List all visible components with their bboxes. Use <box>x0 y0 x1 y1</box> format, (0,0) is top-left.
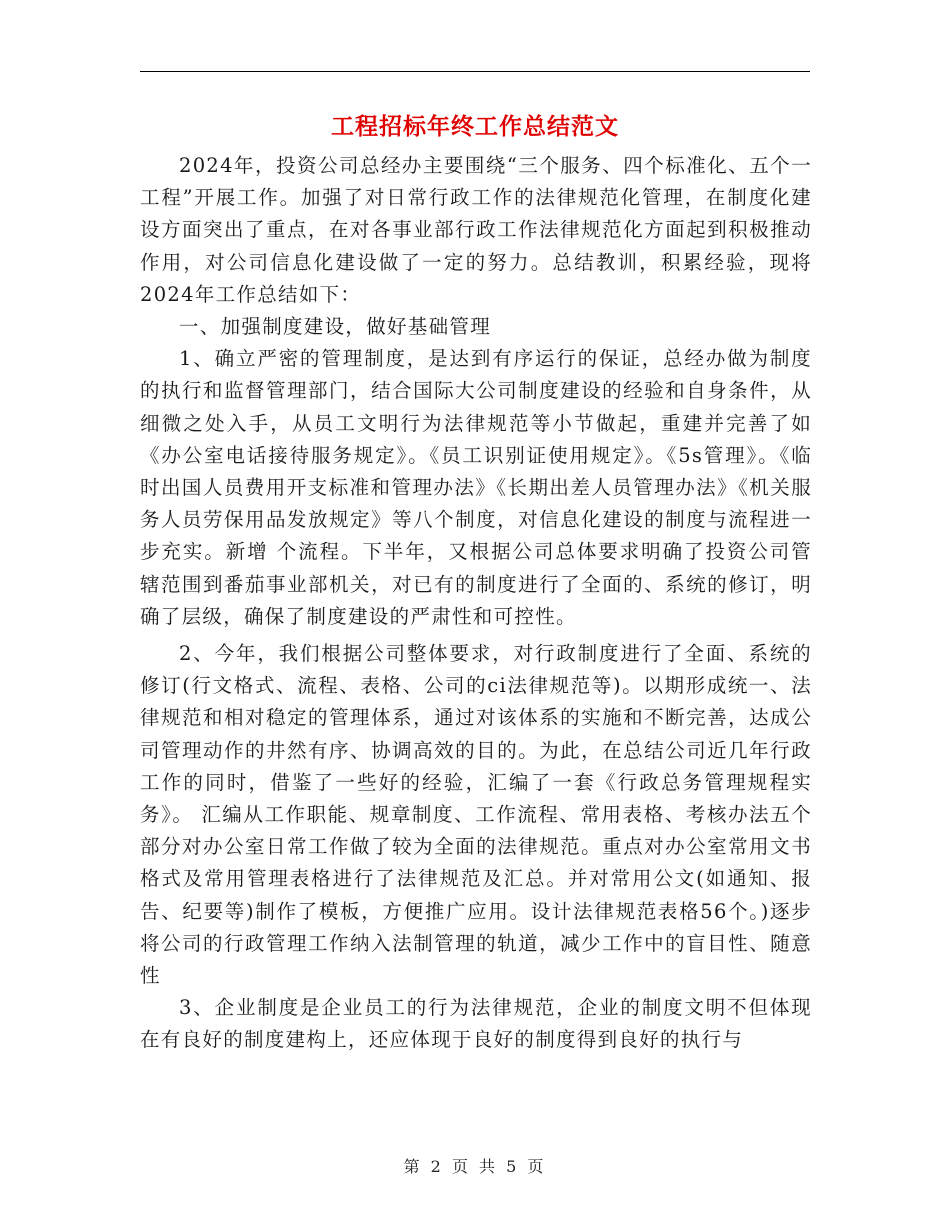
paragraph-intro: 2024年，投资公司总经办主要围绕“三个服务、四个标准化、五个一工程”开展工作。加强了对日常行政工作的法律规范化管理，在制度化建设方面突出了重点，在对各事业部行政工作法律规范化方面起到积极推动作用，对公司信息化建设做了一定的努力。总结教训，积累经验，现将2024年工作总结如下： <box>140 154 812 306</box>
document-body <box>140 150 812 1057</box>
paragraph-item-2: 2、今年，我们根据公司整体要求，对行政制度进行了全面、系统的修订(行文格式、流程、表格、公司的ci法律规范等)。以期形成统一、法律规范和相对稳定的管理体系，通过对该体系的实施和不断完善，达成公司管理动作的井然有序、协调高效的目的。为此，在总结公司近几年行政工作的同时，借鉴了一些好的经验，汇编了一套《行政总务管理规程实务》。 汇编从工作职能、规章制度、工作流程、常用表格、考核办法五个部分对办公室日常工作做了较为全面的法律规范。重点对办公室常用文书格式及常用管理表格进行了法律规范及汇总。并对常用公文(如通知、报告、纪要等)制作了模板，方便推广应用。设计法律规范表格56个。)逐步将公司的行政管理工作纳入法制管理的轨道，减少工作中的盲目性、随意性 <box>140 642 812 988</box>
page-number: 第 2 页 共 5 页 <box>403 1157 547 1176</box>
section-heading: 一、加强制度建设，做好基础管理 <box>179 315 492 339</box>
header-rule <box>140 71 810 72</box>
paragraph-item-3: 3、企业制度是企业员工的行为法律规范，企业的制度文明不但体现在有良好的制度建构上，还应体现于良好的制度得到良好的执行与 <box>140 996 812 1052</box>
paragraph-item-1: 1、确立严密的管理制度，是达到有序运行的保证，总经办做为制度的执行和监督管理部门，结合国际大公司制度建设的经验和自身条件，从细微之处入手，从员工文明行为法律规范等小节做起，重建并完善了如《办公室电话接待服务规定》。《员工识别证使用规定》。《5s管理》。《临时出国人员费用开支标准和管理办法》《长期出差人员管理办法》《机关服务人员劳保用品发放规定》等八个制度，对信息化建设的制度与流程进一步充实。新增 个流程。下半年，又根据公司总体要求明确了投资公司管辖范围到番茄事业部机关，对已有的制度进行了全面的、系统的修订，明确了层级，确保了制度建设的严肃性和可控性。 <box>140 347 812 628</box>
document-title: 工程招标年终工作总结范文 <box>331 113 619 140</box>
